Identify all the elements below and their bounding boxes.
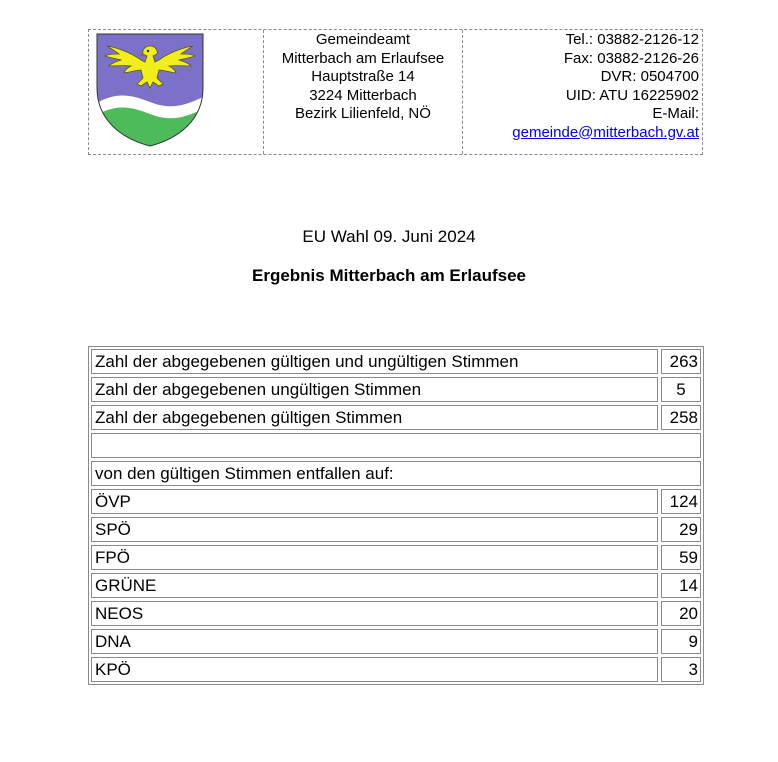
office-line: Gemeindeamt (315, 31, 411, 48)
party-votes: 124 (661, 489, 701, 514)
party-row (91, 629, 701, 654)
phone-line: Tel.: 03882-2126-12 (565, 31, 699, 48)
letterhead (88, 29, 703, 155)
party-votes: 14 (661, 573, 701, 598)
results-table (88, 346, 704, 685)
office-line: 3224 Mitterbach (309, 86, 417, 104)
uid-line: UID: ATU 16225902 (565, 86, 699, 104)
office-line: Hauptstraße 14 (311, 68, 415, 85)
contact-info (463, 30, 702, 154)
party-name: FPÖ (91, 545, 658, 570)
party-row (91, 545, 701, 570)
party-row (91, 601, 701, 626)
row-label: Zahl der abgegebenen ungültigen Stimmen (91, 377, 658, 402)
coat-of-arms-logo (95, 32, 205, 148)
party-votes: 29 (661, 517, 701, 542)
email-link[interactable]: gemeinde@mitterbach.gv.at (512, 123, 699, 141)
logo-cell (89, 30, 264, 154)
party-name: KPÖ (91, 657, 658, 682)
office-line: Mitterbach am Erlaufsee (281, 49, 445, 67)
table-row (91, 405, 701, 430)
row-value: 5 (661, 377, 701, 402)
party-votes: 59 (661, 545, 701, 570)
table-row (91, 349, 701, 374)
dvr-line: DVR: 0504700 (600, 68, 699, 85)
party-row (91, 657, 701, 682)
fax-line: Fax: 03882-2126-26 (563, 49, 699, 67)
row-value: 258 (661, 405, 701, 430)
table-row (91, 377, 701, 402)
page-title: EU Wahl 09. Juni 2024 (302, 227, 476, 246)
row-label: Zahl der abgegebenen gültigen und ungültigen Stimmen (91, 349, 658, 374)
party-name: DNA (91, 629, 658, 654)
party-row (91, 517, 701, 542)
email-label: E-Mail: (652, 105, 699, 122)
party-name: GRÜNE (91, 573, 658, 598)
party-name: NEOS (91, 601, 658, 626)
row-label: Zahl der abgegebenen gültigen Stimmen (91, 405, 658, 430)
office-address (264, 30, 463, 154)
section-label: von den gültigen Stimmen entfallen auf: (91, 461, 701, 486)
empty-row (91, 433, 701, 458)
party-row (91, 573, 701, 598)
party-votes: 9 (661, 629, 701, 654)
party-name: ÖVP (91, 489, 658, 514)
section-row (91, 461, 701, 486)
party-votes: 3 (661, 657, 701, 682)
party-name: SPÖ (91, 517, 658, 542)
office-line: Bezirk Lilienfeld, NÖ (295, 105, 431, 122)
party-votes: 20 (661, 601, 701, 626)
party-row (91, 489, 701, 514)
page-subtitle: Ergebnis Mitterbach am Erlaufsee (252, 266, 526, 285)
row-value: 263 (661, 349, 701, 374)
empty-cell (91, 433, 701, 458)
